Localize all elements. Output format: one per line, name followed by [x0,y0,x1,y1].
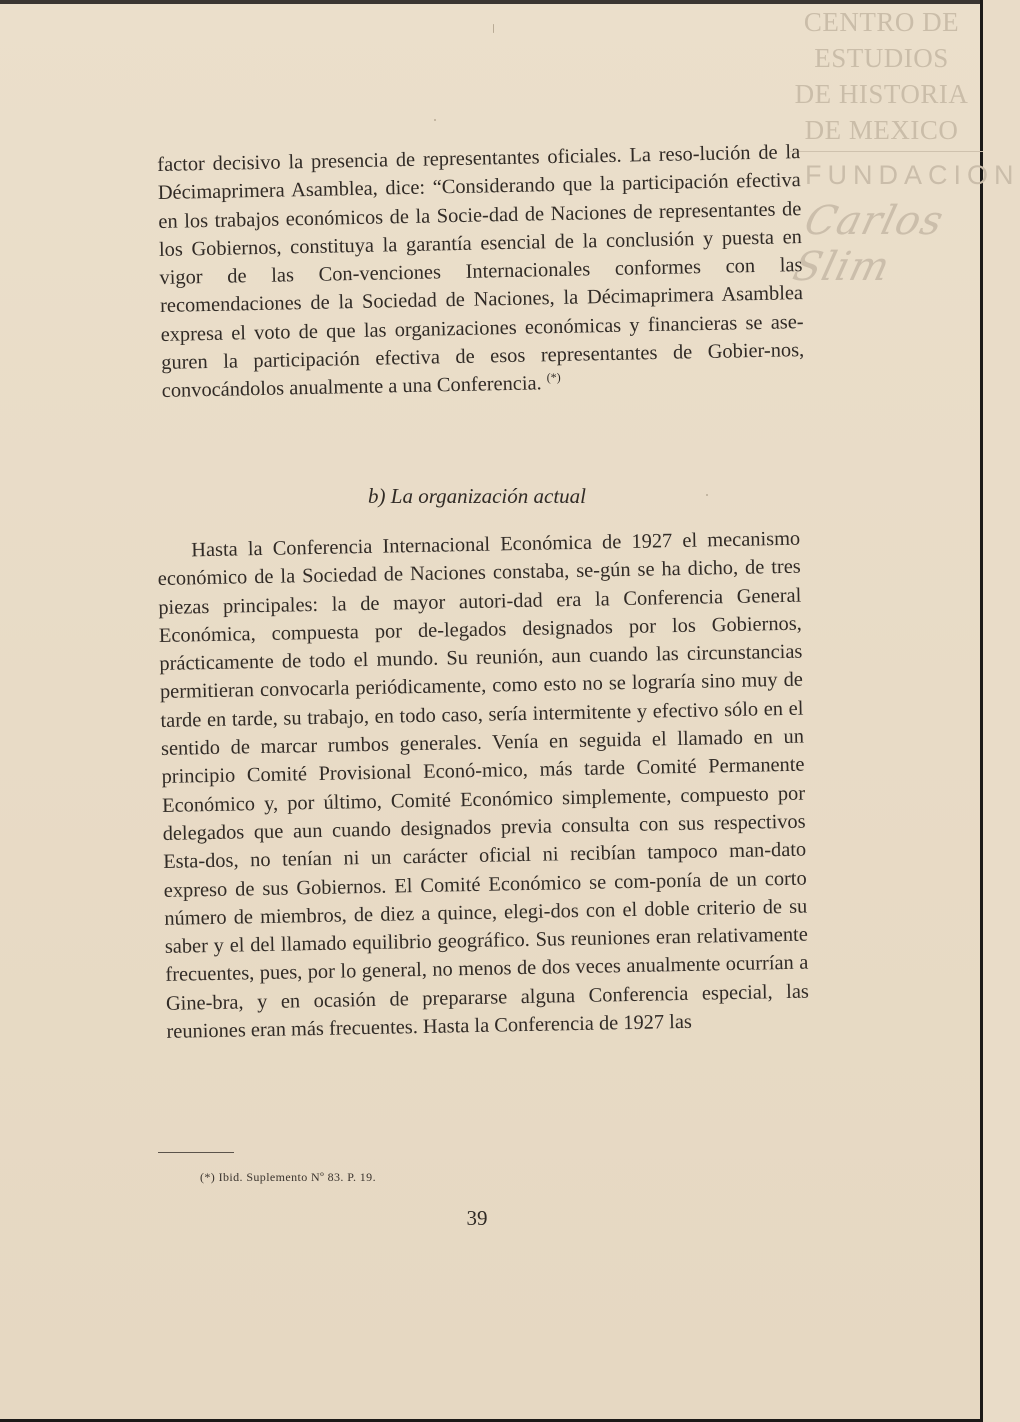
page-number: 39 [466,1206,488,1230]
paragraph-2: Hasta la Conferencia Internacional Económica de 1927 el mecanismo económico de la Sociedad de Naciones constaba, se-gún se ha dicho, de tres piezas principales: la de mayor autori-dad era la Conferencia General Económica, compuesta por de-legados designados por los Gobiernos, prácticamente de todo el mundo. Su reunión, aun cuando las circunstancias permitieran convocarla periódicamente, como esto no se lograría sino muy de tarde en tarde, su trabajo, en todo caso, sería intermitente y efectivo sólo en el sentido de marcar rumbos generales. Venía en seguida el llamado en un principio Comité Provisional Econó-mico, más tarde Comité Permanente Económico y, por último, Comité Económico simplemente, compuesto por delegados que aun cuando designados previa consulta con sus respectivos Esta-dos, no tenían ni un carácter oficial ni recibían tampoco man-dato expreso de sus Gobiernos. El Comité Económico se com-ponía de un corto número de miembros, de diez a quince, elegi-dos con el doble criterio de su saber y el del llamado equilibrio geográfico. Sus reuniones eran relativamente frecuentes, pues, por lo general, no menos de dos veces anualmente ocurrían a Gine-bra, y en ocasión de prepararse alguna Conferencia especial, las reuniones eran más frecuentes. Hasta la Conferencia de 1927 las [157,527,810,1043]
watermark-line-3: DE HISTORIA [794,79,969,109]
watermark-divider [790,151,983,152]
paper-speck [706,494,708,496]
footnote: (*) Ibid. Suplemento Nº 83. P. 19. [200,1170,376,1184]
watermark-foundation: FUNDACION [805,160,1020,190]
footnote-reference-mark: (*) [546,370,561,385]
watermark-signature: Carlos Slim [788,198,949,290]
watermark-line-4: DE MEXICO [804,115,959,145]
archive-watermark [780,4,983,148]
watermark-line-2: ESTUDIOS [814,43,949,73]
paper-speck [434,119,436,121]
paragraph-1-text: factor decisivo la presencia de representantes oficiales. La reso-lución de la Décimaprimera Asamblea, dice: “Considerando que la participación efectiva en los trabajos económicos de la Socie-dad de Naciones de representantes de los Gobiernos, constituya la garantía esencial de la conclusión y puesta en vigor de las Con-venciones Internacionales conformes con las recomendaciones de la Sociedad de Naciones, la Décimaprimera Asamblea expresa el voto de que las organizaciones económicas y financieras se ase-guren la participación efectiva de esos representantes de Gobier-nos, convocándolos anualmente a una Conferencia. [157,141,805,403]
footnote-divider [158,1152,234,1153]
paper-speck [493,24,494,33]
section-heading: b) La organización actual [368,484,586,508]
paragraph-1 [157,138,805,406]
watermark-line-1: CENTRO DE [803,7,960,37]
